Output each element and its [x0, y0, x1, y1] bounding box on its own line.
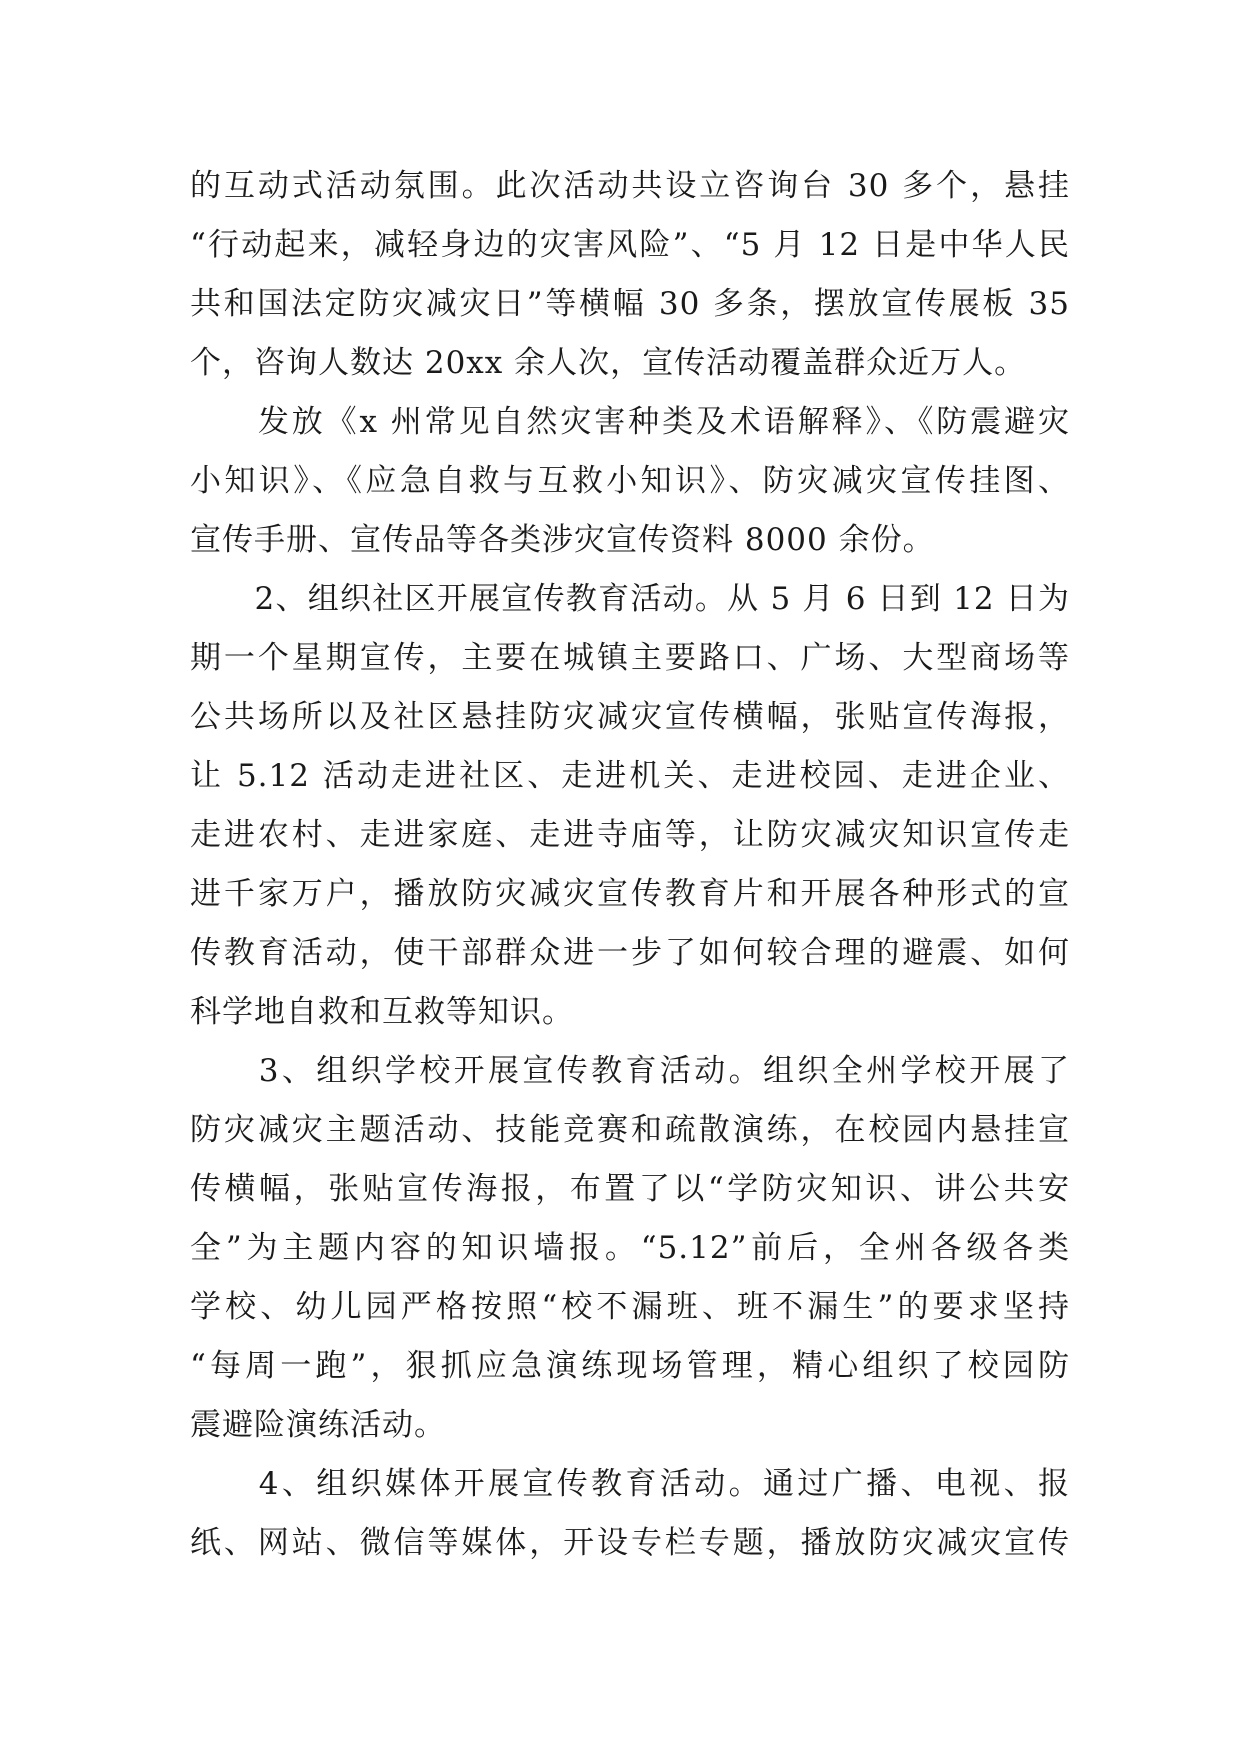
text-line: 个，咨询人数达 20xx 余人次，宣传活动覆盖群众近万人。 [190, 345, 1027, 381]
text-line: 全”为主题内容的知识墙报。“5.12”前后，全州各级各类 [190, 1230, 1070, 1266]
text-line: 公共场所以及社区悬挂防灾减灾宣传横幅，张贴宣传海报， [190, 699, 1070, 735]
text-line: 发放《x 州常见自然灾害种类及术语解释》、《防震避灾 [190, 404, 1070, 440]
text-line: 的互动式活动氛围。此次活动共设立咨询台 30 多个，悬挂 [190, 168, 1070, 204]
document-body [190, 157, 1070, 1573]
text-line: 防灾减灾主题活动、技能竞赛和疏散演练，在校园内悬挂宣 [190, 1112, 1070, 1148]
text-line: “每周一跑”，狠抓应急演练现场管理，精心组织了校园防 [190, 1348, 1070, 1384]
text-line: 4、组织媒体开展宣传教育活动。通过广播、电视、报 [190, 1466, 1070, 1502]
text-line: 2、组织社区开展宣传教育活动。从 5 月 6 日到 12 日为 [190, 581, 1070, 617]
text-line: 传横幅，张贴宣传海报，布置了以“学防灾知识、讲公共安 [190, 1171, 1070, 1207]
text-line: 学校、幼儿园严格按照“校不漏班、班不漏生”的要求坚持 [190, 1289, 1070, 1325]
text-line: 传教育活动，使干部群众进一步了如何较合理的避震、如何 [190, 935, 1070, 971]
text-line: “行动起来，减轻身边的灾害风险”、“5 月 12 日是中华人民 [190, 227, 1070, 263]
text-line: 纸、网站、微信等媒体，开设专栏专题，播放防灾减灾宣传 [190, 1525, 1070, 1561]
text-line: 共和国法定防灾减灾日”等横幅 30 多条，摆放宣传展板 35 [190, 286, 1070, 322]
text-line: 进千家万户，播放防灾减灾宣传教育片和开展各种形式的宣 [190, 876, 1070, 912]
text-line: 走进农村、走进家庭、走进寺庙等，让防灾减灾知识宣传走 [190, 817, 1070, 853]
text-line: 小知识》、《应急自救与互救小知识》、防灾减灾宣传挂图、 [190, 463, 1070, 499]
text-line: 期一个星期宣传，主要在城镇主要路口、广场、大型商场等 [190, 640, 1070, 676]
text-line: 震避险演练活动。 [190, 1407, 446, 1443]
text-line: 3、组织学校开展宣传教育活动。组织全州学校开展了 [190, 1053, 1070, 1089]
text-line: 让 5.12 活动走进社区、走进机关、走进校园、走进企业、 [190, 758, 1070, 794]
text-line: 宣传手册、宣传品等各类涉灾宣传资料 8000 余份。 [190, 522, 935, 558]
text-line: 科学地自救和互救等知识。 [190, 994, 574, 1030]
